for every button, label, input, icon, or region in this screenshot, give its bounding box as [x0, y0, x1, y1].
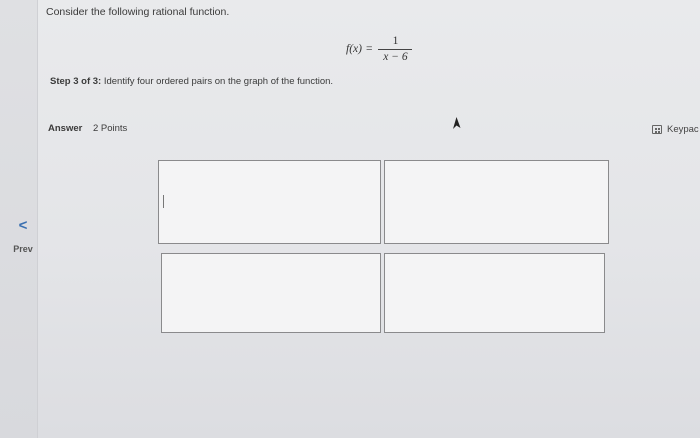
keypad-label: Keypac [667, 124, 699, 135]
ordered-pair-input-4[interactable] [384, 253, 605, 333]
prev-button[interactable] [4, 218, 42, 262]
ordered-pair-input-1[interactable] [158, 160, 381, 244]
keypad-button[interactable] [652, 124, 699, 135]
question-content [38, 0, 700, 438]
formula-numerator: 1 [392, 34, 399, 47]
answer-label: Answer [48, 123, 83, 134]
step-instruction [50, 76, 333, 87]
ordered-pair-input-3[interactable] [161, 253, 381, 333]
text-caret [163, 195, 164, 208]
formula-fraction [378, 35, 412, 64]
keypad-icon [652, 125, 662, 134]
mouse-pointer-icon [452, 116, 462, 130]
step-label: Step 3 of 3: [50, 76, 102, 87]
step-text: Identify four ordered pairs on the graph of the function. [103, 76, 334, 87]
formula-denominator: x − 6 [383, 50, 408, 63]
formula-lhs: f(x) [346, 43, 362, 55]
formula-equals: = [365, 43, 373, 55]
ordered-pair-input-2[interactable] [384, 160, 609, 244]
fraction-bar [378, 49, 412, 50]
question-prompt: Consider the following rational function. [46, 6, 230, 18]
answer-header [48, 123, 127, 134]
rational-function-formula [346, 32, 412, 66]
chevron-left-icon: < [18, 217, 28, 234]
points-label: 2 Points [92, 123, 128, 134]
prev-label: Prev [13, 244, 33, 254]
